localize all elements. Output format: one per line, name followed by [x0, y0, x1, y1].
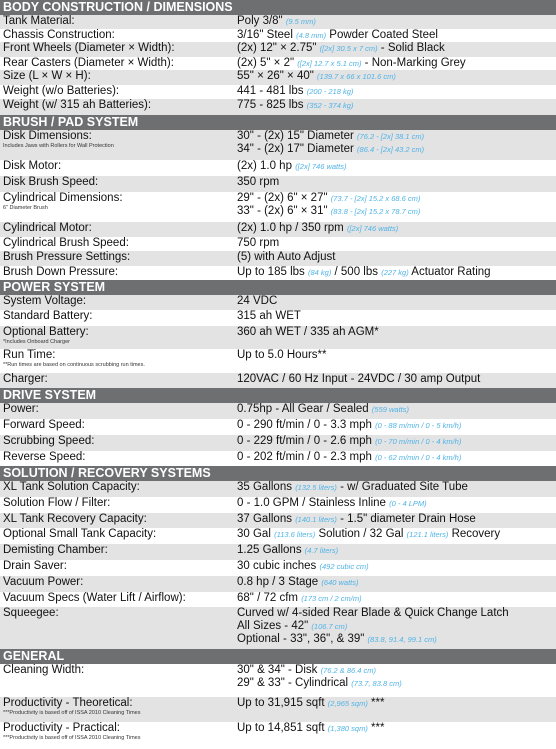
spec-label-cell — [0, 419, 237, 435]
metric-value: (76.2 - [2x] 38.1 cm) — [357, 132, 425, 141]
metric-value: (83.8 - [2x] 15.2 x 78.7 cm) — [330, 207, 421, 216]
spec-row — [0, 295, 556, 310]
spec-value: 315 ah WET — [237, 310, 301, 322]
metric-value: (640 watts) — [321, 578, 359, 587]
spec-value-cell — [237, 592, 556, 607]
spec-row — [0, 192, 556, 222]
spec-value-cell — [237, 326, 556, 349]
spec-row — [0, 697, 556, 722]
spec-value-cell — [237, 435, 556, 451]
spec-value-suffix: Solution / 32 Gal — [318, 528, 404, 540]
spec-label-cell — [0, 403, 237, 419]
spec-label-cell — [0, 160, 237, 176]
spec-label: Disk Motor: — [3, 160, 62, 172]
spec-row — [0, 160, 556, 176]
spec-label-cell — [0, 544, 237, 560]
metric-value: (106.7 cm) — [311, 622, 348, 631]
spec-value: 0.75hp - All Gear / Sealed — [237, 403, 369, 415]
spec-value: (5) with Auto Adjust — [237, 251, 336, 263]
metric-value: (4.7 liters) — [304, 546, 339, 555]
spec-label: XL Tank Solution Capacity: — [3, 481, 140, 493]
spec-row — [0, 576, 556, 592]
spec-row — [0, 29, 556, 42]
spec-value: 0 - 1.0 GPM / Stainless Inline — [237, 497, 386, 509]
spec-value: 350 rpm — [237, 176, 280, 188]
spec-value: 29" & 33" - Cylindrical — [237, 677, 349, 689]
spec-value: 30" & 34" - Disk — [237, 664, 318, 676]
spec-value: Up to 31,915 sqft — [237, 697, 325, 709]
spec-label: Forward Speed: — [3, 419, 85, 431]
spec-value-cell — [237, 403, 556, 419]
spec-value-suffix: Recovery — [451, 528, 501, 540]
spec-row — [0, 481, 556, 497]
spec-value-cell — [237, 42, 556, 57]
spec-value: 1.25 Gallons — [237, 544, 302, 556]
spec-value-suffix: Powder Coated Steel — [329, 29, 438, 41]
spec-value: - 33", 36", & 39" — [283, 633, 365, 645]
metric-value: (86.4 - [2x] 43.2 cm) — [357, 145, 425, 154]
spec-label-cell — [0, 373, 237, 388]
spec-label-cell — [0, 57, 237, 70]
spec-label: Brush Pressure Settings: — [3, 251, 131, 263]
section-header: BRUSH / PAD SYSTEM — [0, 115, 556, 130]
spec-row — [0, 592, 556, 607]
spec-value: Up to 14,851 sqft — [237, 722, 325, 734]
spec-label-cell — [0, 29, 237, 42]
spec-row — [0, 373, 556, 388]
metric-value: (83.8, 91.4, 99.1 cm) — [367, 635, 437, 644]
spec-value: All Sizes - 42" — [237, 620, 309, 632]
spec-label: Rear Casters (Diameter × Width): — [3, 57, 174, 69]
metric-value: (559 watts) — [371, 405, 410, 414]
spec-value: 3/16" Steel — [237, 29, 293, 41]
spec-row — [0, 70, 556, 85]
metric-value: (76.2 & 86.4 cm) — [320, 666, 377, 675]
spec-value-suffix: - 1.5" diameter Drain Hose — [340, 513, 476, 525]
metric-value: (9.5 mm) — [285, 17, 316, 26]
spec-value-cell — [237, 160, 556, 176]
spec-value-cell — [237, 57, 556, 70]
spec-value-cell — [237, 70, 556, 85]
spec-label-cell — [0, 251, 237, 266]
spec-label: Tank Material: — [3, 15, 75, 27]
spec-value-suffix: - Non-Marking Grey — [364, 57, 466, 69]
spec-row — [0, 266, 556, 280]
spec-label: Vacuum Power: — [3, 576, 84, 588]
spec-value: 34" - (2x) 17" Diameter — [237, 143, 354, 155]
spec-label: Squeegee: — [3, 607, 59, 619]
spec-label-cell — [0, 70, 237, 85]
spec-value: 360 ah WET / 335 ah AGM* — [237, 326, 379, 338]
metric-value: (0 - 88 m/min / 0 - 5 km/h) — [375, 421, 462, 430]
spec-row — [0, 130, 556, 160]
spec-label: Reverse Speed: — [3, 451, 86, 463]
spec-row — [0, 497, 556, 513]
spec-value: 30 Gal — [237, 528, 271, 540]
spec-value-cell — [237, 29, 556, 42]
spec-label-cell — [0, 592, 237, 607]
spec-value: Up to 185 lbs — [237, 266, 305, 278]
spec-label: Chassis Construction: — [3, 29, 115, 41]
spec-value-cell — [237, 295, 556, 310]
spec-row — [0, 419, 556, 435]
spec-label-cell — [0, 435, 237, 451]
spec-value-cell — [237, 192, 556, 222]
spec-row — [0, 403, 556, 419]
spec-value-cell — [237, 222, 556, 237]
spec-value-cell — [237, 85, 556, 99]
section-header: BODY CONSTRUCTION / DIMENSIONS — [0, 0, 556, 15]
spec-row — [0, 42, 556, 57]
spec-value-cell — [237, 15, 556, 29]
section-header: GENERAL — [0, 649, 556, 664]
spec-value: Curved w/ 4-sided Rear Blade & Quick Change Latch — [237, 607, 509, 619]
footnote: ***Productivity is based off of ISSA 2010 Cleaning Times — [3, 735, 141, 741]
spec-value: (2x) 5" × 2" — [237, 57, 295, 69]
spec-label-cell — [0, 237, 237, 251]
metric-value: (173 cm / 2 cm/m) — [301, 594, 362, 603]
spec-value: 24 VDC — [237, 295, 278, 307]
spec-row — [0, 435, 556, 451]
spec-label: Size (L × W × H): — [3, 70, 91, 82]
spec-label-cell — [0, 513, 237, 528]
spec-row — [0, 513, 556, 528]
spec-value: 35 Gallons — [237, 481, 292, 493]
metric-value: (0 - 70 m/min / 0 - 4 km/h) — [375, 437, 462, 446]
spec-label: Solution Flow / Filter: — [3, 497, 111, 509]
spec-label: Brush Down Pressure: — [3, 266, 119, 278]
spec-row — [0, 222, 556, 237]
spec-label-cell — [0, 15, 237, 29]
spec-value-cell — [237, 722, 556, 749]
spec-row — [0, 326, 556, 349]
spec-label: Disk Brush Speed: — [3, 176, 99, 188]
spec-row — [0, 722, 556, 749]
spec-value-cell — [237, 237, 556, 251]
spec-label-cell — [0, 266, 237, 280]
spec-label-cell — [0, 349, 237, 373]
spec-value: 29" - (2x) 6" × 27" — [237, 192, 328, 204]
metric-value: (140.1 liters) — [295, 515, 337, 524]
metric-value: (0 - 62 m/min / 0 - 4 km/h) — [375, 453, 462, 462]
spec-value: 68" / 72 cfm — [237, 592, 298, 604]
spec-label: Productivity - Theoretical: — [3, 697, 133, 709]
spec-row — [0, 544, 556, 560]
spec-label: Run Time: — [3, 349, 56, 361]
spec-value-cell — [237, 349, 556, 373]
spec-label: Demisting Chamber: — [3, 544, 108, 556]
metric-value: (139.7 x 66 x 101.6 cm) — [317, 72, 396, 81]
spec-label-cell — [0, 192, 237, 222]
spec-row — [0, 664, 556, 697]
spec-row — [0, 237, 556, 251]
spec-label-cell — [0, 295, 237, 310]
spec-value-suffix: - w/ Graduated Site Tube — [340, 481, 468, 493]
spec-value-suffix: Actuator Rating — [411, 266, 491, 278]
spec-label: Weight (w/ 315 ah Batteries): — [3, 99, 152, 111]
spec-value: (2x) 1.0 hp — [237, 160, 292, 172]
spec-value-cell — [237, 560, 556, 576]
spec-label-cell — [0, 481, 237, 497]
spec-value-cell — [237, 99, 556, 115]
spec-value-suffix: / 500 lbs — [334, 266, 378, 278]
spec-label-cell — [0, 722, 237, 749]
metric-value: (4.8 mm) — [296, 31, 327, 40]
section-header: SOLUTION / RECOVERY SYSTEMS — [0, 466, 556, 481]
metric-value: (113.6 liters) — [274, 530, 316, 539]
footnote: 6" Diameter Brush — [3, 205, 48, 211]
metric-value: ([2x] 30.5 x 7 cm) — [319, 44, 378, 53]
spec-label: Scrubbing Speed: — [3, 435, 95, 447]
metric-value: (0 - 4 LPM) — [389, 499, 427, 508]
spec-row — [0, 310, 556, 326]
spec-label-cell — [0, 310, 237, 326]
spec-value: 750 rpm — [237, 237, 280, 249]
spec-label: XL Tank Recovery Capacity: — [3, 513, 147, 525]
spec-value-cell — [237, 544, 556, 560]
spec-label-cell — [0, 697, 237, 722]
metric-value: (121.1 liters) — [406, 530, 449, 539]
spec-value-suffix: *** — [371, 697, 385, 709]
spec-value-cell — [237, 373, 556, 388]
spec-label-cell — [0, 85, 237, 99]
spec-row — [0, 560, 556, 576]
spec-value: 0 - 229 ft/min / 0 - 2.6 mph — [237, 435, 372, 447]
metric-value: (227 kg) — [381, 268, 409, 277]
spec-value: 775 - 825 lbs — [237, 99, 304, 111]
spec-value-cell — [237, 451, 556, 466]
spec-label: Cleaning Width: — [3, 664, 85, 676]
spec-label-cell — [0, 222, 237, 237]
spec-label: Cylindrical Motor: — [3, 222, 92, 234]
metric-value: (492 cubic cm) — [319, 562, 369, 571]
spec-value-cell — [237, 697, 556, 722]
spec-value: 37 Gallons — [237, 513, 292, 525]
spec-value: 0.8 hp / 3 Stage — [237, 576, 319, 588]
spec-value-cell — [237, 266, 556, 280]
spec-value-cell — [237, 607, 556, 649]
spec-row — [0, 15, 556, 29]
spec-label: Power: — [3, 403, 39, 415]
metric-value: (1,380 sqm) — [327, 724, 368, 733]
section-header: POWER SYSTEM — [0, 280, 556, 295]
spec-value: 0 - 290 ft/min / 0 - 3.3 mph — [237, 419, 372, 431]
spec-label: Disk Dimensions: — [3, 130, 92, 142]
spec-row — [0, 349, 556, 373]
spec-label-cell — [0, 42, 237, 57]
footnote: ***Productivity is based off of ISSA 2010 Cleaning Times — [3, 710, 141, 716]
metric-value: (132.5 liters) — [295, 483, 337, 492]
spec-value-cell — [237, 176, 556, 192]
spec-value: (2x) 1.0 hp / 350 rpm — [237, 222, 344, 234]
spec-label-cell — [0, 99, 237, 115]
metric-value: (2,965 sqm) — [327, 699, 368, 708]
spec-value-suffix: *** — [371, 722, 385, 734]
spec-value-cell — [237, 251, 556, 266]
spec-label-cell — [0, 176, 237, 192]
footnote: **Run times are based on continuous scrubbing run times. — [3, 362, 145, 368]
spec-row — [0, 528, 556, 544]
metric-value: ([2x] 12.7 x 5.1 cm) — [297, 59, 362, 68]
spec-label-cell — [0, 607, 237, 649]
footnote: *Includes Onboard Charger — [3, 339, 70, 345]
spec-value-cell — [237, 513, 556, 528]
spec-label-cell — [0, 560, 237, 576]
spec-value: 441 - 481 lbs — [237, 85, 304, 97]
spec-value: (2x) 12" × 2.75" — [237, 42, 317, 54]
spec-label: Standard Battery: — [3, 310, 93, 322]
spec-label: Cylindrical Brush Speed: — [3, 237, 129, 249]
metric-value: (84 kg) — [307, 268, 332, 277]
spec-label-cell — [0, 576, 237, 592]
spec-label: Vacuum Specs (Water Lift / Airflow): — [3, 592, 186, 604]
spec-label: Drain Saver: — [3, 560, 67, 572]
spec-value-cell — [237, 576, 556, 592]
spec-label: Productivity - Practical: — [3, 722, 120, 734]
spec-label: Weight (w/o Batteries): — [3, 85, 120, 97]
spec-value: 0 - 202 ft/min / 0 - 2.3 mph — [237, 451, 372, 463]
footnote: Includes Jaws with Rollers for Wall Protection — [3, 143, 114, 149]
spec-label: System Voltage: — [3, 295, 87, 307]
spec-value-suffix: - Solid Black — [380, 42, 445, 54]
spec-value: 33" - (2x) 6" × 31" — [237, 205, 328, 217]
metric-value: (73.7, 83.8 cm) — [351, 679, 402, 688]
spec-value-cell — [237, 497, 556, 513]
spec-label: Charger: — [3, 373, 48, 385]
optional-label: Optional — [237, 633, 280, 645]
spec-label-cell — [0, 528, 237, 544]
spec-label: Cylindrical Dimensions: — [3, 192, 123, 204]
metric-value: ([2x] 746 watts) — [346, 224, 399, 233]
spec-row — [0, 57, 556, 70]
spec-label: Front Wheels (Diameter × Width): — [3, 42, 175, 54]
spec-row — [0, 99, 556, 115]
spec-value-cell — [237, 481, 556, 497]
spec-label-cell — [0, 326, 237, 349]
spec-value: 120VAC / 60 Hz Input - 24VDC / 30 amp Output — [237, 373, 481, 385]
spec-value: Poly 3/8" — [237, 15, 283, 27]
spec-value-cell — [237, 528, 556, 544]
metric-value: (200 - 218 kg) — [306, 87, 354, 96]
metric-value: ([2x] 746 watts) — [295, 162, 347, 171]
spec-label-cell — [0, 497, 237, 513]
spec-row — [0, 251, 556, 266]
metric-value: (352 - 374 kg) — [306, 101, 354, 110]
spec-value-cell — [237, 130, 556, 160]
spec-value-cell — [237, 310, 556, 326]
spec-value: 55" × 26" × 40" — [237, 70, 314, 82]
metric-value: (73.7 - [2x] 15.2 x 68.6 cm) — [330, 194, 421, 203]
spec-label: Optional Small Tank Capacity: — [3, 528, 157, 540]
spec-label-cell — [0, 130, 237, 160]
spec-label-cell — [0, 451, 237, 466]
spec-row — [0, 85, 556, 99]
spec-value: Up to 5.0 Hours** — [237, 349, 327, 361]
spec-label: Optional Battery: — [3, 326, 89, 338]
spec-value: 30 cubic inches — [237, 560, 317, 572]
spec-row — [0, 176, 556, 192]
spec-label-cell — [0, 664, 237, 697]
spec-row — [0, 451, 556, 466]
spec-value-cell — [237, 419, 556, 435]
section-header: DRIVE SYSTEM — [0, 388, 556, 403]
spec-value-cell — [237, 664, 556, 697]
spec-value: 30" - (2x) 15" Diameter — [237, 130, 354, 142]
spec-row — [0, 607, 556, 649]
